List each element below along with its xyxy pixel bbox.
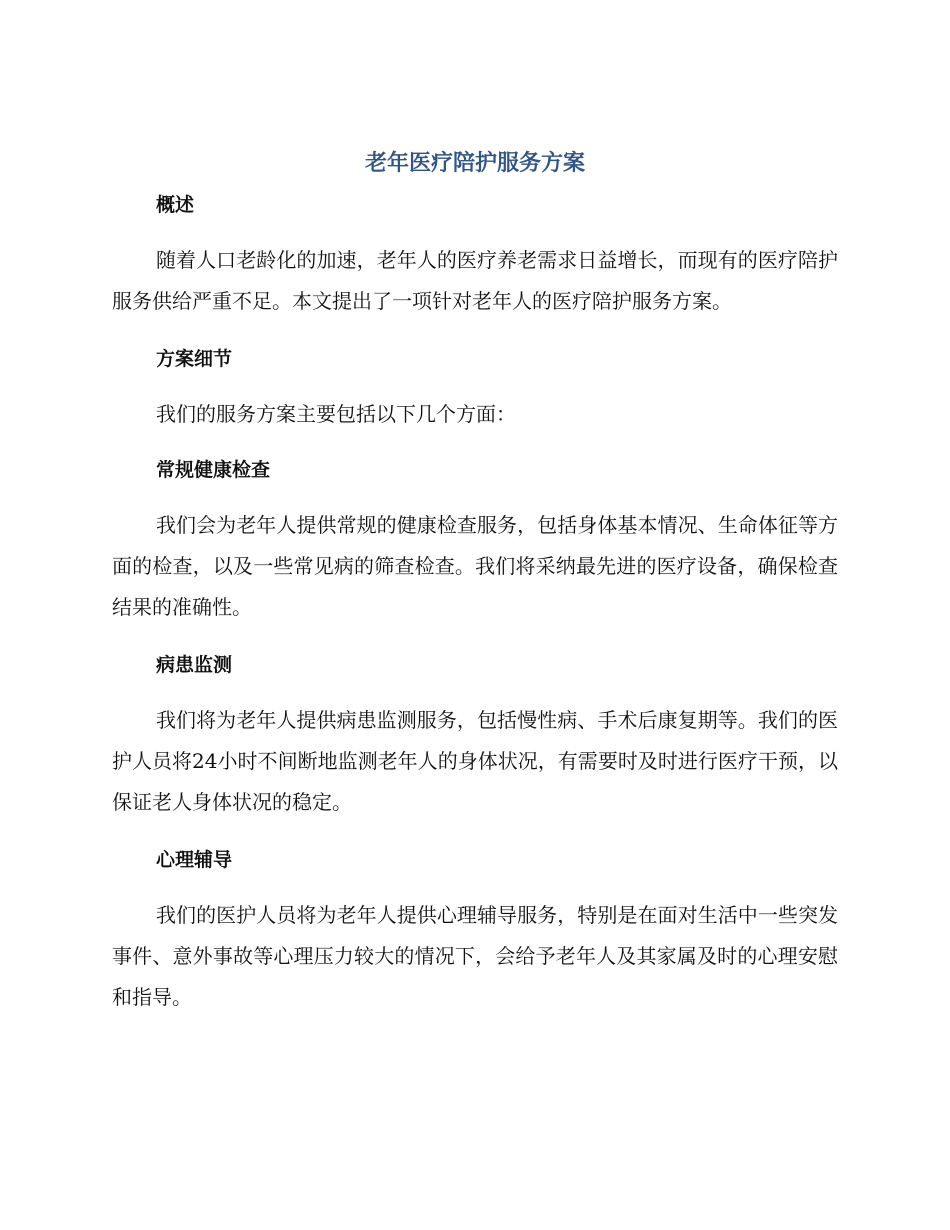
section-heading-plan-details: 方案细节 [156, 348, 233, 370]
section-paragraph-health-check: 我们会为老年人提供常规的健康检查服务，包括身体基本情况、生命体征等方面的检查，以及一些常见病的筛查检查。我们将采纳最先进的医疗设备，确保检查结果的准确性。 [112, 513, 838, 619]
section-paragraph-overview: 随着人口老龄化的加速，老年人的医疗养老需求日益增长，而现有的医疗陪护服务供给严重不足。本文提出了一项针对老年人的医疗陪护服务方案。 [112, 248, 838, 313]
section-paragraph-patient-monitoring: 我们将为老年人提供病患监测服务，包括慢性病、手术后康复期等。我们的医护人员将24小时不间断地监测老年人的身体状况，有需要时及时进行医疗干预，以保证老人身体状况的稳定。 [112, 708, 838, 814]
section-paragraph-counseling: 我们的医护人员将为老年人提供心理辅导服务，特别是在面对生活中一些突发事件、意外事故等心理压力较大的情况下，会给予老年人及其家属及时的心理安慰和指导。 [112, 903, 838, 1009]
document-title: 老年医疗陪护服务方案 [364, 151, 585, 176]
section-heading-health-check: 常规健康检查 [156, 459, 271, 481]
section-heading-counseling: 心理辅导 [156, 849, 233, 871]
section-paragraph-plan-details: 我们的服务方案主要包括以下几个方面： [156, 402, 516, 426]
section-heading-overview: 概述 [156, 194, 195, 216]
section-heading-patient-monitoring: 病患监测 [156, 654, 233, 676]
document-body [112, 190, 838, 1018]
